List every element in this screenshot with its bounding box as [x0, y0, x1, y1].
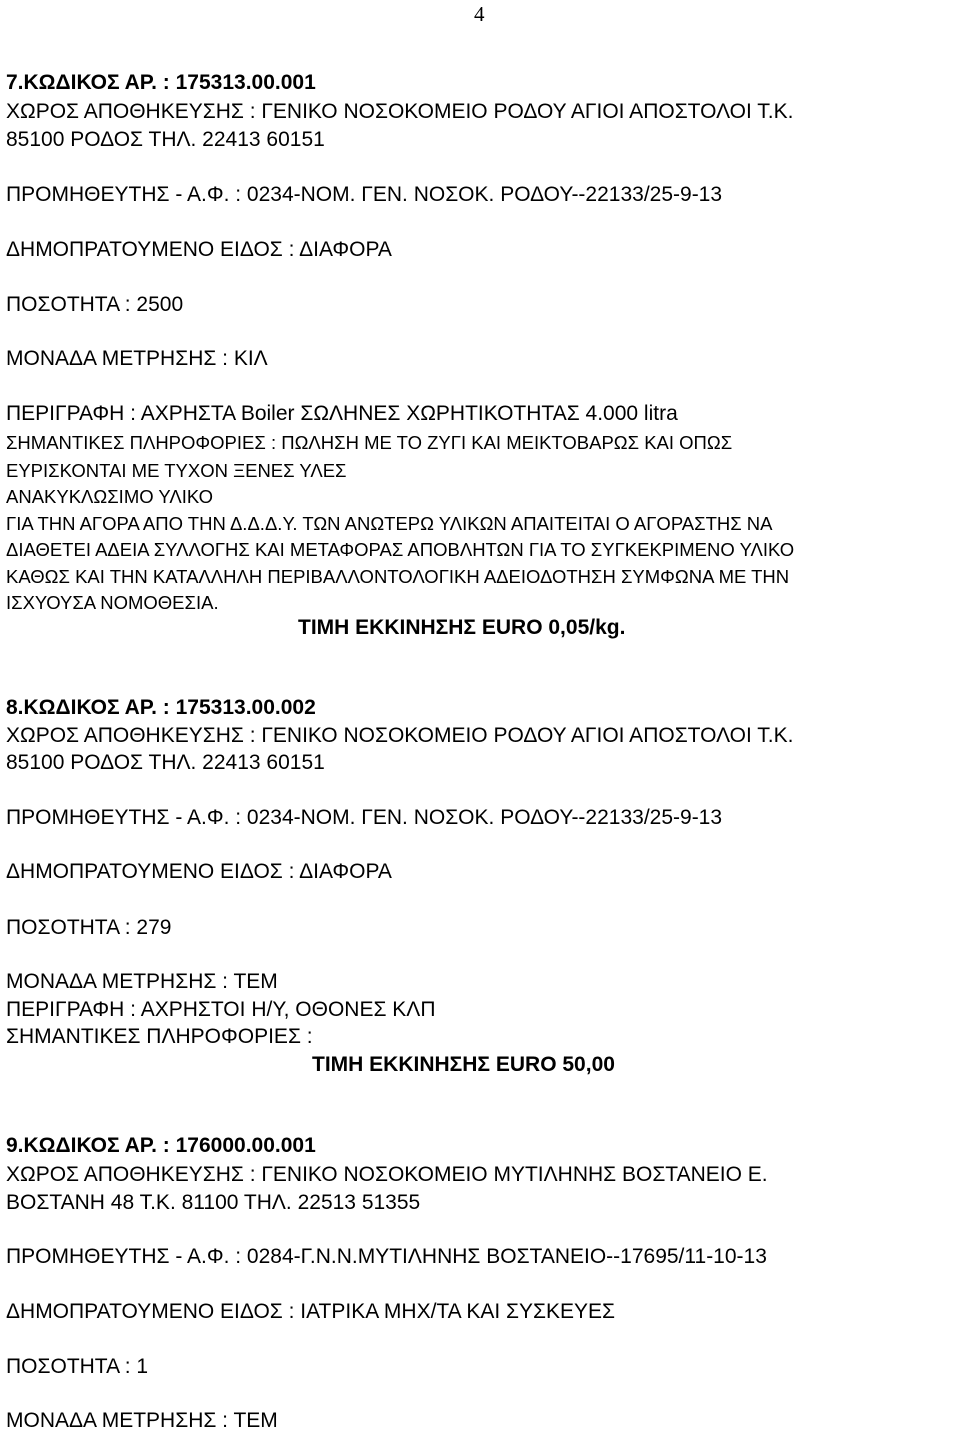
storage-location: ΧΩΡΟΣ ΑΠΟΘΗΚΕΥΣΗΣ : ΓΕΝΙΚΟ ΝΟΣΟΚΟΜΕΙΟ ΡΟΔΟΥ ΑΓΙΟΙ ΑΠΟΣΤΟΛΟΙ Τ.Κ. — [6, 724, 794, 747]
info-line: ΑΝΑΚΥΚΛΩΣΙΜΟ ΥΛΙΚΟ — [6, 486, 214, 507]
description: ΠΕΡΙΓΡΑΦΗ : ΑΧΡΗΣΤΟΙ Η/Υ, ΟΘΟΝΕΣ ΚΛΠ — [6, 998, 436, 1021]
info-line: ΚΑΘΩΣ ΚΑΙ ΤΗΝ ΚΑΤΑΛΛΗΛΗ ΠΕΡΙΒΑΛΛΟΝΤΟΛΟΓΙΚΗ ΑΔΕΙΟΔΟΤΗΣΗ ΣΥΜΦΩΝΑ ΜΕ ΤΗΝ — [6, 566, 790, 587]
unit-of-measure: ΜΟΝΑΔΑ ΜΕΤΡΗΣΗΣ : ΤΕΜ — [6, 970, 278, 993]
auctioned-kind: ΔΗΜΟΠΡΑΤΟΥΜΕΝΟ ΕΙΔΟΣ : ΔΙΑΦΟΡΑ — [6, 238, 392, 261]
supplier-line: ΠΡΟΜΗΘΕΥΤΗΣ - Α.Φ. : 0234-ΝΟΜ. ΓΕΝ. ΝΟΣΟΚ. ΡΟΔΟΥ--22133/25-9-13 — [6, 183, 723, 206]
supplier-line: ΠΡΟΜΗΘΕΥΤΗΣ - Α.Φ. : 0234-ΝΟΜ. ΓΕΝ. ΝΟΣΟΚ. ΡΟΔΟΥ--22133/25-9-13 — [6, 806, 723, 829]
storage-address: ΒΟΣΤΑΝΗ 48 Τ.Κ. 81100 ΤΗΛ. 22513 51355 — [6, 1191, 421, 1214]
page-number: 4 — [474, 2, 485, 26]
info-line: ΕΥΡΙΣΚΟΝΤΑΙ ΜΕ ΤΥΧΟΝ ΞΕΝΕΣ ΥΛΕΣ — [6, 460, 347, 481]
starting-price: ΤΙΜΗ ΕΚΚΙΝΗΣΗΣ EURO 50,00 — [312, 1053, 615, 1076]
unit-of-measure: ΜΟΝΑΔΑ ΜΕΤΡΗΣΗΣ : ΚΙΛ — [6, 347, 268, 370]
supplier-line: ΠΡΟΜΗΘΕΥΤΗΣ - Α.Φ. : 0284-Γ.Ν.Ν.ΜΥΤΙΛΗΝΗΣ ΒΟΣΤΑΝΕΙΟ--17695/11-10-13 — [6, 1245, 767, 1268]
info-line: ΔΙΑΘΕΤΕΙ ΑΔΕΙΑ ΣΥΛΛΟΓΗΣ ΚΑΙ ΜΕΤΑΦΟΡΑΣ ΑΠΟΒΛΗΤΩΝ ΓΙΑ ΤΟ ΣΥΓΚΕΚΡΙΜΕΝΟ ΥΛΙΚΟ — [6, 539, 795, 560]
quantity: ΠΟΣΟΤΗΤΑ : 1 — [6, 1355, 149, 1378]
info-line: ΙΣΧΥΟΥΣΑ ΝΟΜΟΘΕΣΙΑ. — [6, 592, 219, 613]
quantity: ΠΟΣΟΤΗΤΑ : 2500 — [6, 293, 184, 316]
item-code-heading: 7.ΚΩΔΙΚΟΣ ΑΡ. : 175313.00.001 — [6, 71, 316, 94]
item-code-heading: 9.ΚΩΔΙΚΟΣ ΑΡ. : 176000.00.001 — [6, 1134, 316, 1157]
info-label: ΣΗΜΑΝΤΙΚΕΣ ΠΛΗΡΟΦΟΡΙΕΣ : — [6, 1025, 313, 1048]
starting-price: ΤΙΜΗ ΕΚΚΙΝΗΣΗΣ EURO 0,05/kg. — [298, 616, 626, 639]
info-line: ΓΙΑ ΤΗΝ ΑΓΟΡΑ ΑΠΟ ΤΗΝ Δ.Δ.Δ.Υ. ΤΩΝ ΑΝΩΤΕΡΩ ΥΛΙΚΩΝ ΑΠΑΙΤΕΙΤΑΙ Ο ΑΓΟΡΑΣΤΗΣ ΝΑ — [6, 513, 773, 534]
storage-address: 85100 ΡΟΔΟΣ ΤΗΛ. 22413 60151 — [6, 128, 325, 151]
unit-of-measure: ΜΟΝΑΔΑ ΜΕΤΡΗΣΗΣ : ΤΕΜ — [6, 1409, 278, 1432]
description: ΠΕΡΙΓΡΑΦΗ : ΑΧΡΗΣΤΑ Boiler ΣΩΛΗΝΕΣ ΧΩΡΗΤΙΚΟΤΗΤΑΣ 4.000 litra — [6, 402, 678, 425]
storage-location: ΧΩΡΟΣ ΑΠΟΘΗΚΕΥΣΗΣ : ΓΕΝΙΚΟ ΝΟΣΟΚΟΜΕΙΟ ΜΥΤΙΛΗΝΗΣ ΒΟΣΤΑΝΕΙΟ Ε. — [6, 1163, 768, 1186]
info-line: ΣΗΜΑΝΤΙΚΕΣ ΠΛΗΡΟΦΟΡΙΕΣ : ΠΩΛΗΣΗ ΜΕ ΤΟ ΖΥΓΙ ΚΑΙ ΜΕΙΚΤΟΒΑΡΩΣ ΚΑΙ ΟΠΩΣ — [6, 432, 733, 453]
storage-location: ΧΩΡΟΣ ΑΠΟΘΗΚΕΥΣΗΣ : ΓΕΝΙΚΟ ΝΟΣΟΚΟΜΕΙΟ ΡΟΔΟΥ ΑΓΙΟΙ ΑΠΟΣΤΟΛΟΙ Τ.Κ. — [6, 100, 794, 123]
quantity: ΠΟΣΟΤΗΤΑ : 279 — [6, 916, 172, 939]
auctioned-kind: ΔΗΜΟΠΡΑΤΟΥΜΕΝΟ ΕΙΔΟΣ : ΙΑΤΡΙΚΑ ΜΗΧ/ΤΑ ΚΑΙ ΣΥΣΚΕΥΕΣ — [6, 1300, 616, 1323]
storage-address: 85100 ΡΟΔΟΣ ΤΗΛ. 22413 60151 — [6, 751, 325, 774]
item-code-heading: 8.ΚΩΔΙΚΟΣ ΑΡ. : 175313.00.002 — [6, 696, 316, 719]
auctioned-kind: ΔΗΜΟΠΡΑΤΟΥΜΕΝΟ ΕΙΔΟΣ : ΔΙΑΦΟΡΑ — [6, 860, 392, 883]
